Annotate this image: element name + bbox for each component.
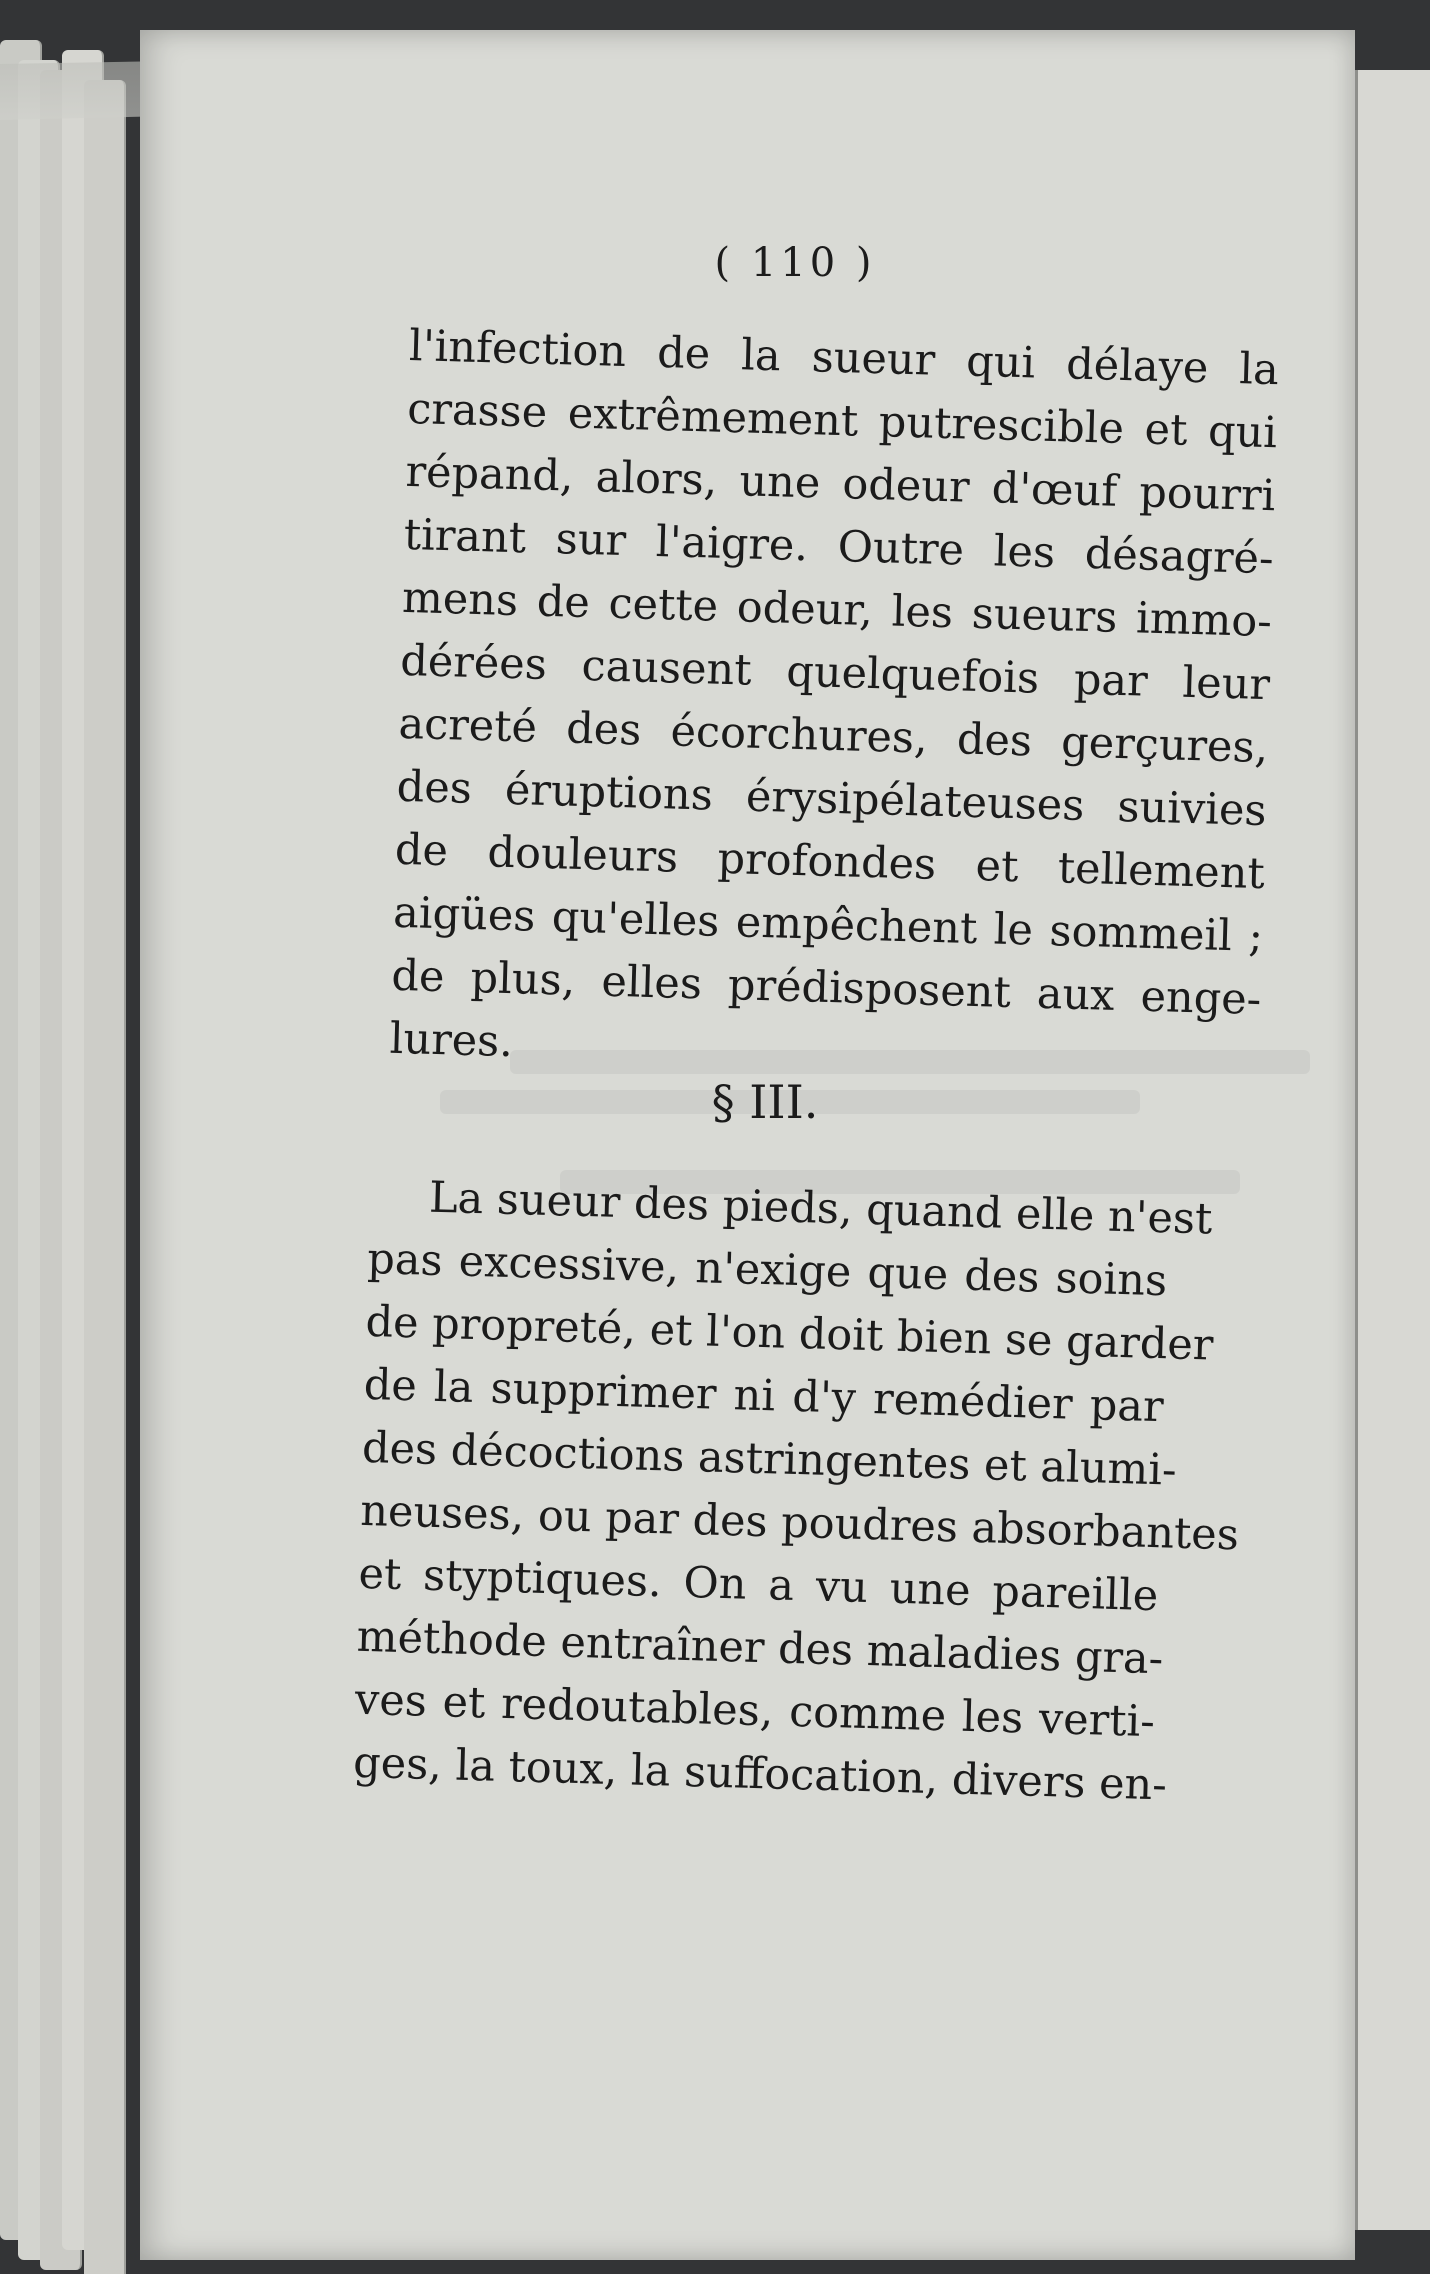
paragraph-continued [389,315,1280,1095]
text-line: mens de cette odeur, les sueurs immo- [401,572,1273,648]
text-line: crasse extrêmement putrescible et qui [406,383,1278,459]
text-line: tirant sur l'aigre. Outre les désagré- [403,509,1275,585]
text-line: l'infection de la sueur qui délaye la [408,320,1280,396]
text-line: La sueur des pieds, quand elle n'est [428,1172,1213,1245]
text-line: de douleurs profondes et tellement [394,824,1266,900]
text-line: des éruptions érysipélateuses suivies [396,761,1268,837]
text-line: lures. [389,1013,514,1068]
text-line: ges, la toux, la suffocation, divers en- [352,1737,1168,1811]
text-line: ves et redoutables, comme les verti- [354,1674,1156,1748]
text-line: des décoctions astringentes et alumi- [361,1422,1178,1496]
text-line: de la supprimer ni d'y remédier par [363,1359,1165,1433]
page-edge [84,80,126,2274]
text-line: méthode entraîner des maladies gra- [356,1611,1164,1685]
text-line: répand, alors, une odeur d'œuf pourri [404,446,1276,522]
paragraph [352,1165,1240,1817]
facing-page-edge [1355,70,1430,2230]
text-line: aigües qu'elles empêchent le sommeil ; [392,887,1264,963]
text-line: pas excessive, n'exige que des soins [366,1233,1168,1307]
text-line: acreté des écorchures, des gerçures, [397,698,1269,774]
section-heading: § III. [711,1075,819,1129]
text-line: de plus, elles prédisposent aux enge- [390,950,1262,1026]
text-line: neuses, ou par des poudres absorbantes [359,1485,1240,1561]
text-line: dérées causent quelquefois par leur [399,635,1271,711]
page-number: ( 110 ) [714,240,876,286]
text-line: de propreté, et l'on doit bien se garder [364,1296,1215,1371]
text-line: et styptiques. On a vu une pareille [357,1548,1159,1622]
